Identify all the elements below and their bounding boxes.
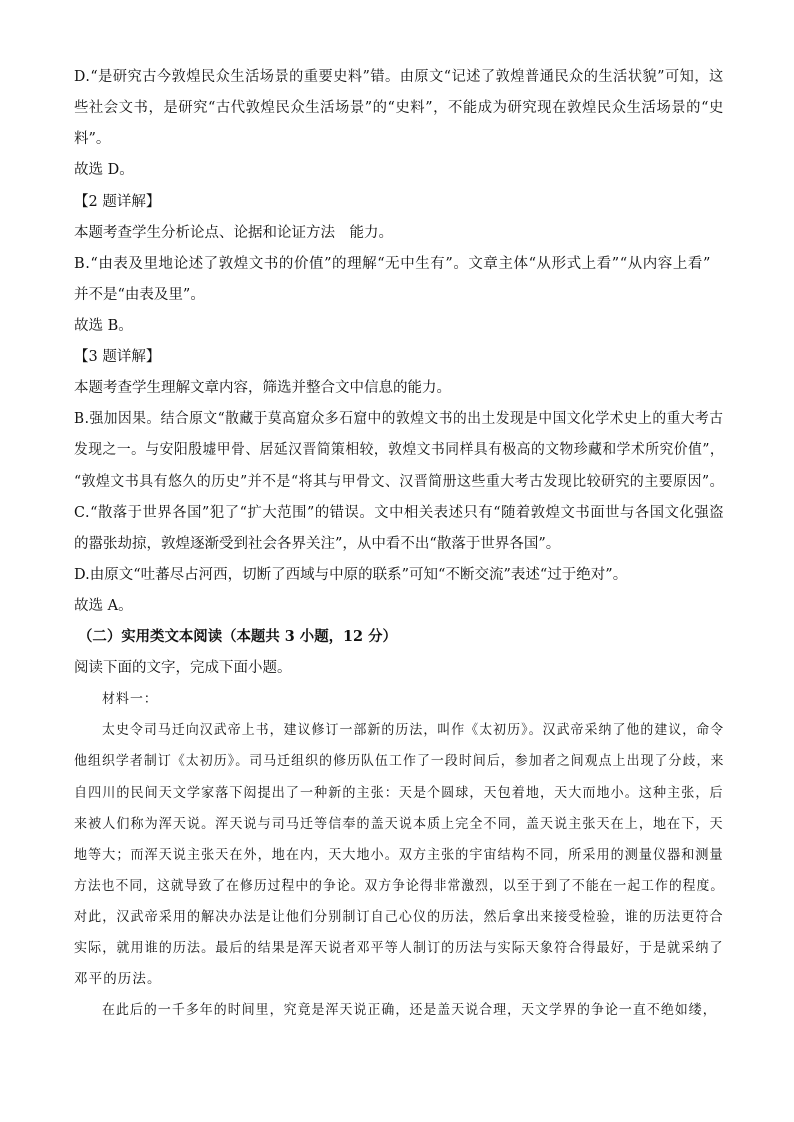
text-line: C.“散落于世界各国”犯了“扩大范围”的错误。文中相关表述只有“随着敦煌文书面世与各国文化强盗 — [74, 505, 725, 521]
text-line: 并不是“由表及里”。 — [74, 287, 205, 303]
text-line: 些社会文书，是研究“古代敦煌民众生活场景”的“史料”，不能成为研究现在敦煌民众生活场景的“史 — [74, 100, 724, 116]
passage-line: 对此，汉武帝采用的解决办法是让他们分别制订自己心仪的历法，然后拿出来接受检验，谁的历法更符合 — [74, 909, 724, 925]
text-line: D.由原文“吐蕃尽占河西，切断了西域与中原的联系”可知“不断交流”表述“过于绝对”。 — [74, 567, 628, 583]
passage-line: 自四川的民间天文学家落下闳提出了一种新的主张：天是个圆球，天包着地，天大而地小。这种主张，后 — [74, 785, 724, 801]
text-line: 料”。 — [74, 131, 111, 147]
text-line: 发现之一。与安阳殷墟甲骨、居延汉晋简策相较，敦煌文书同样具有极高的文物珍藏和学术所究价值”， — [74, 442, 725, 458]
text-line: D.“是研究古今敦煌民众生活场景的重要史料”错。由原文“记述了敦煌普通民众的生活状貌”可知，这 — [74, 69, 724, 85]
passage-line: 邓平的历法。 — [74, 971, 162, 987]
section-title: （二）实用类文本阅读（本题共 3 小题，12 分） — [78, 628, 397, 645]
passage-line: 在此后的一千多年的时间里，究竟是浑天说正确，还是盖天说合理，天文学界的争论一直不绝如缕， — [102, 1002, 717, 1018]
text-line: B.“由表及里地论述了敦煌文书的价值”的理解“无中生有”。文章主体“从形式上看”“从内容上看” — [74, 256, 711, 272]
passage-line: 来被人们称为浑天说。浑天说与司马迁等信奉的盖天说本质上完全不同，盖天说主张天在上，地在下，天 — [74, 816, 724, 832]
passage-line: 地等大；而浑天说主张天在外，地在内，天大地小。双方主张的宇宙结构不同，所采用的测量仪器和测量 — [74, 847, 724, 863]
text-line: 的嚣张劫掠，敦煌逐渐受到社会各界关注”，从中看不出“散落于世界各国”。 — [74, 536, 561, 552]
passage-line: 他组织学者制订《太初历》。司马迁组织的修历队伍工作了一段时间后，参加者之间观点上出现了分歧，来 — [74, 753, 725, 769]
text-line: B.强加因果。结合原文“散藏于莫高窟众多石窟中的敦煌文书的出土发现是中国文化学术史上的重大考古 — [74, 411, 724, 427]
passage-line: 方法也不同，这就导致了在修历过程中的争论。双方争论得非常激烈，以至于到了不能在一起工作的程度。 — [74, 878, 725, 894]
section-heading: 【2 题详解】 — [74, 194, 161, 210]
text-line: 故选 B。 — [74, 318, 133, 334]
section-heading: 【3 题详解】 — [74, 349, 161, 365]
text-line: 本题考查学生理解文章内容，筛选并整合文中信息的能力。 — [74, 380, 451, 396]
passage-line: 实际，就用谁的历法。最后的结果是浑天说者邓平等人制订的历法与实际天象符合得最好，于是就采纳了 — [74, 940, 724, 956]
text-line: “敦煌文书具有悠久的历史”并不是“将其与甲骨文、汉晋简册这些重大考古发现比较研究的主要原因”。 — [74, 474, 725, 490]
text-line: 阅读下面的文字，完成下面小题。 — [74, 660, 292, 676]
text-line: 本题考查学生分析论点、论据和论证方法 能力。 — [74, 225, 393, 241]
passage-line: 太史令司马迁向汉武帝上书，建议修订一部新的历法，叫作《太初历》。汉武帝采纳了他的建议，命令 — [102, 722, 725, 738]
material-label: 材料一： — [102, 691, 158, 707]
text-line: 故选 D。 — [74, 162, 134, 178]
text-line: 故选 A。 — [74, 598, 133, 614]
